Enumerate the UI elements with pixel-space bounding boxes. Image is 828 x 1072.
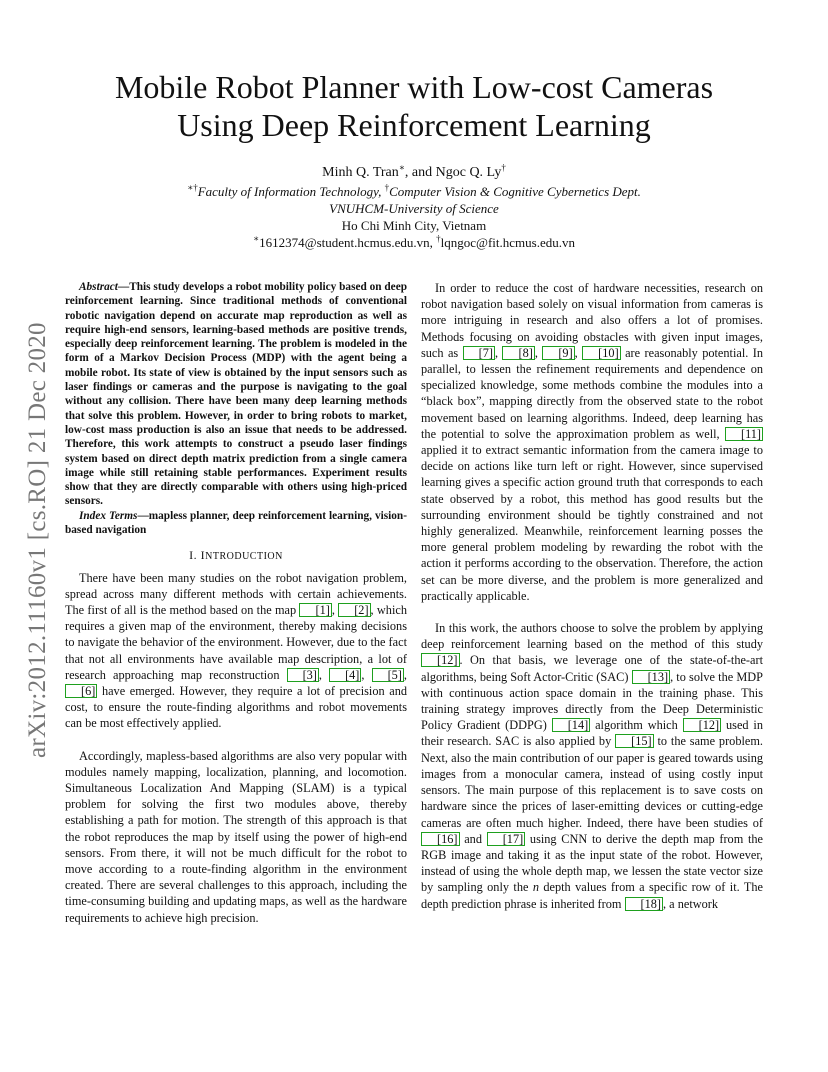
paper-title [60, 68, 768, 144]
abstract: Abstract—This study develops a robot mobility policy based on deep reinforcement learning. Since traditional methods of conventional robotic navigation depend on accurate map reproduction as well as require high-end sensors, learning-based methods are positive trends, especially deep reinforcement learning. The problem is modeled in the form of a Markov Decision Process (MDP) with the agent being a mobile robot. Its state of view is obtained by the input sensors such as laser findings or cameras and the purpose is navigating to the goal without any collision. There have been many deep learning methods that solve this problem. However, in order to bring robots to market, low-cost mass production is also an issue that needs to be addressed. Therefore, this work attempts to construct a pseudo laser findings system based on direct depth matrix prediction from a single camera image while still retaining stable performances. Experiment results show that they are directly comparable with others using high-priced sensors. [65, 281, 407, 508]
index-terms: Index Terms—mapless planner, deep reinforcement learning, vision-based navigation [65, 509, 407, 537]
citation-link[interactable]: [1] [299, 603, 331, 617]
citation-link[interactable]: [11] [725, 427, 763, 441]
citation-link[interactable]: [3] [287, 668, 319, 682]
author-names: Minh Q. Tran∗, and Ngoc Q. Ly† [322, 162, 506, 180]
email-2: lqngoc@fit.hcmus.edu.vn [440, 235, 575, 250]
paragraph-intro-4: In this work, the authors choose to solve the problem by applying deep reinforcement learning based on the method of this study [12] . On that basis, we leverage one of the state-of-the-art algorithms, being Soft Actor-Critic (SAC) [13] , to solve the MDP with continuous action space domain in the training phase. This training strategy improves directly from the Deep Deterministic Policy Gradient (DDPG) [14] algorithm which [12] used in their research. SAC is also applied by [15] to the same problem. Next, also the main contribution of our paper is geared towards using images from a monocular camera, instead of using costly input sensors. The main purpose of this replacement is to save costs on hardware since the prices of laser-emitting devices or cutting-edge cameras are often much higher. Indeed, there have been studies of [16] and [17] using CNN to derive the depth map from the RGB image and taking it as the input state of the robot. However, instead of using the whole depth map, we lessen the state vector size by sampling only the n depth values from a specific row of it. The depth prediction phrase is inherited from [18] , a network [421, 621, 764, 911]
citation-link[interactable]: [6] [65, 684, 97, 698]
title-line-1: Mobile Robot Planner with Low-cost Cameras [114, 69, 714, 105]
affiliation: ∗†Faculty of Information Technology, †Computer Vision & Cognitive Cybernetics Dept. [187, 182, 641, 199]
left-column [65, 280, 407, 926]
citation-link[interactable]: [5] [372, 668, 404, 682]
citation-link[interactable]: [8] [502, 346, 534, 360]
citation-link[interactable]: [9] [542, 346, 574, 360]
citation-link[interactable]: [18] [625, 897, 664, 911]
math-variable-n: n [532, 880, 539, 895]
citation-link[interactable]: [12] [683, 718, 722, 732]
university: VNUHCM-University of Science [329, 201, 499, 216]
title-line-2: Using Deep Reinforcement Learning [177, 107, 651, 143]
citation-link[interactable]: [4] [329, 668, 361, 682]
citation-link[interactable]: [15] [615, 734, 654, 748]
author-block [100, 164, 728, 251]
citation-link[interactable]: [13] [632, 670, 671, 684]
citation-link[interactable]: [14] [552, 718, 591, 732]
emails: ∗1612374@student.hcmus.edu.vn, †lqngoc@fit.hcmus.edu.vn [253, 233, 575, 250]
citation-link[interactable]: [16] [421, 832, 460, 846]
author-2: Ngoc Q. Ly [435, 165, 502, 180]
city: Ho Chi Minh City, Vietnam [341, 218, 487, 233]
section-heading-introduction: I. INTRODUCTION [189, 548, 283, 563]
paragraph-intro-1: There have been many studies on the robot navigation problem, spread across many different methods with certain achievements. The first of all is the method based on the map [1] , [2] , which requires a given map of the environment, thereby making decisions to navigate the behavior of the environment. However, due to the fact that not all environments have available map description, a lot of research approaching map reconstruction [3] , [4] , [5] , [6] have emerged. However, they require a lot of precision and cost, to ensure the route-finding algorithms and robot movements can be most effectively applied. [65, 570, 407, 731]
citation-link[interactable]: [12] [421, 653, 460, 667]
author-1: Minh Q. Tran [322, 165, 399, 180]
citation-link[interactable]: [7] [463, 346, 495, 360]
citation-link[interactable]: [10] [582, 346, 621, 360]
citation-link[interactable]: [2] [338, 603, 370, 617]
email-1: 1612374@student.hcmus.edu.vn, [259, 235, 437, 250]
paragraph-intro-2: Accordingly, mapless-based algorithms are also very popular with modules namely mapping, localization, planning, and locomotion. Simultaneous Localization And Mapping (SLAM) is a typical problem for solving the first two modules above, thereby establishing a path for motion. The strength of this approach is that the robot reproduces the map by itself using the power of high-end sensors. From there, it will not be much difficult for the robot to move according to a route-finding algorithm in the environment created. There are several challenges to this approach, including the time-consuming building and updating maps, as well as the hardware requirements to achieve high precision. [65, 748, 407, 925]
citation-link[interactable]: [17] [487, 832, 526, 846]
right-column [421, 280, 763, 912]
arxiv-stamp: arXiv:2012.11160v1 [cs.RO] 21 Dec 2020 [24, 322, 51, 758]
paragraph-intro-3: In order to reduce the cost of hardware necessities, research on robot navigation based solely on visual information from cameras is more intriguing in research and also offers a lot of promises. Methods focusing on avoiding obstacles with given input images, such as [7] , [8] , [9] , [10] are reasonably potential. In parallel, to lessen the refinement requirements and dependence on specialized knowledge, some methods combine the modules into a “black box”, mapping directly from the observed state to the robot movement based on learning algorithms. Indeed, deep learning has the potential to solve the approximation problem as well, [11] applied it to extract semantic information from the camera image to decide on actions like turn left or right. However, since supervised learning gives a specific action ground truth that corresponds to each state observed by a robot, this method has good results but the surrounding environment should be tightly constrained and not highly generalized. Meanwhile, reinforcement learning posses the more general problem modeling by rewarding the robot with the action it performs according to the observation. Therefore, the action set can be more diverse, and the problem is more generalized and practically applicable. [421, 281, 763, 603]
